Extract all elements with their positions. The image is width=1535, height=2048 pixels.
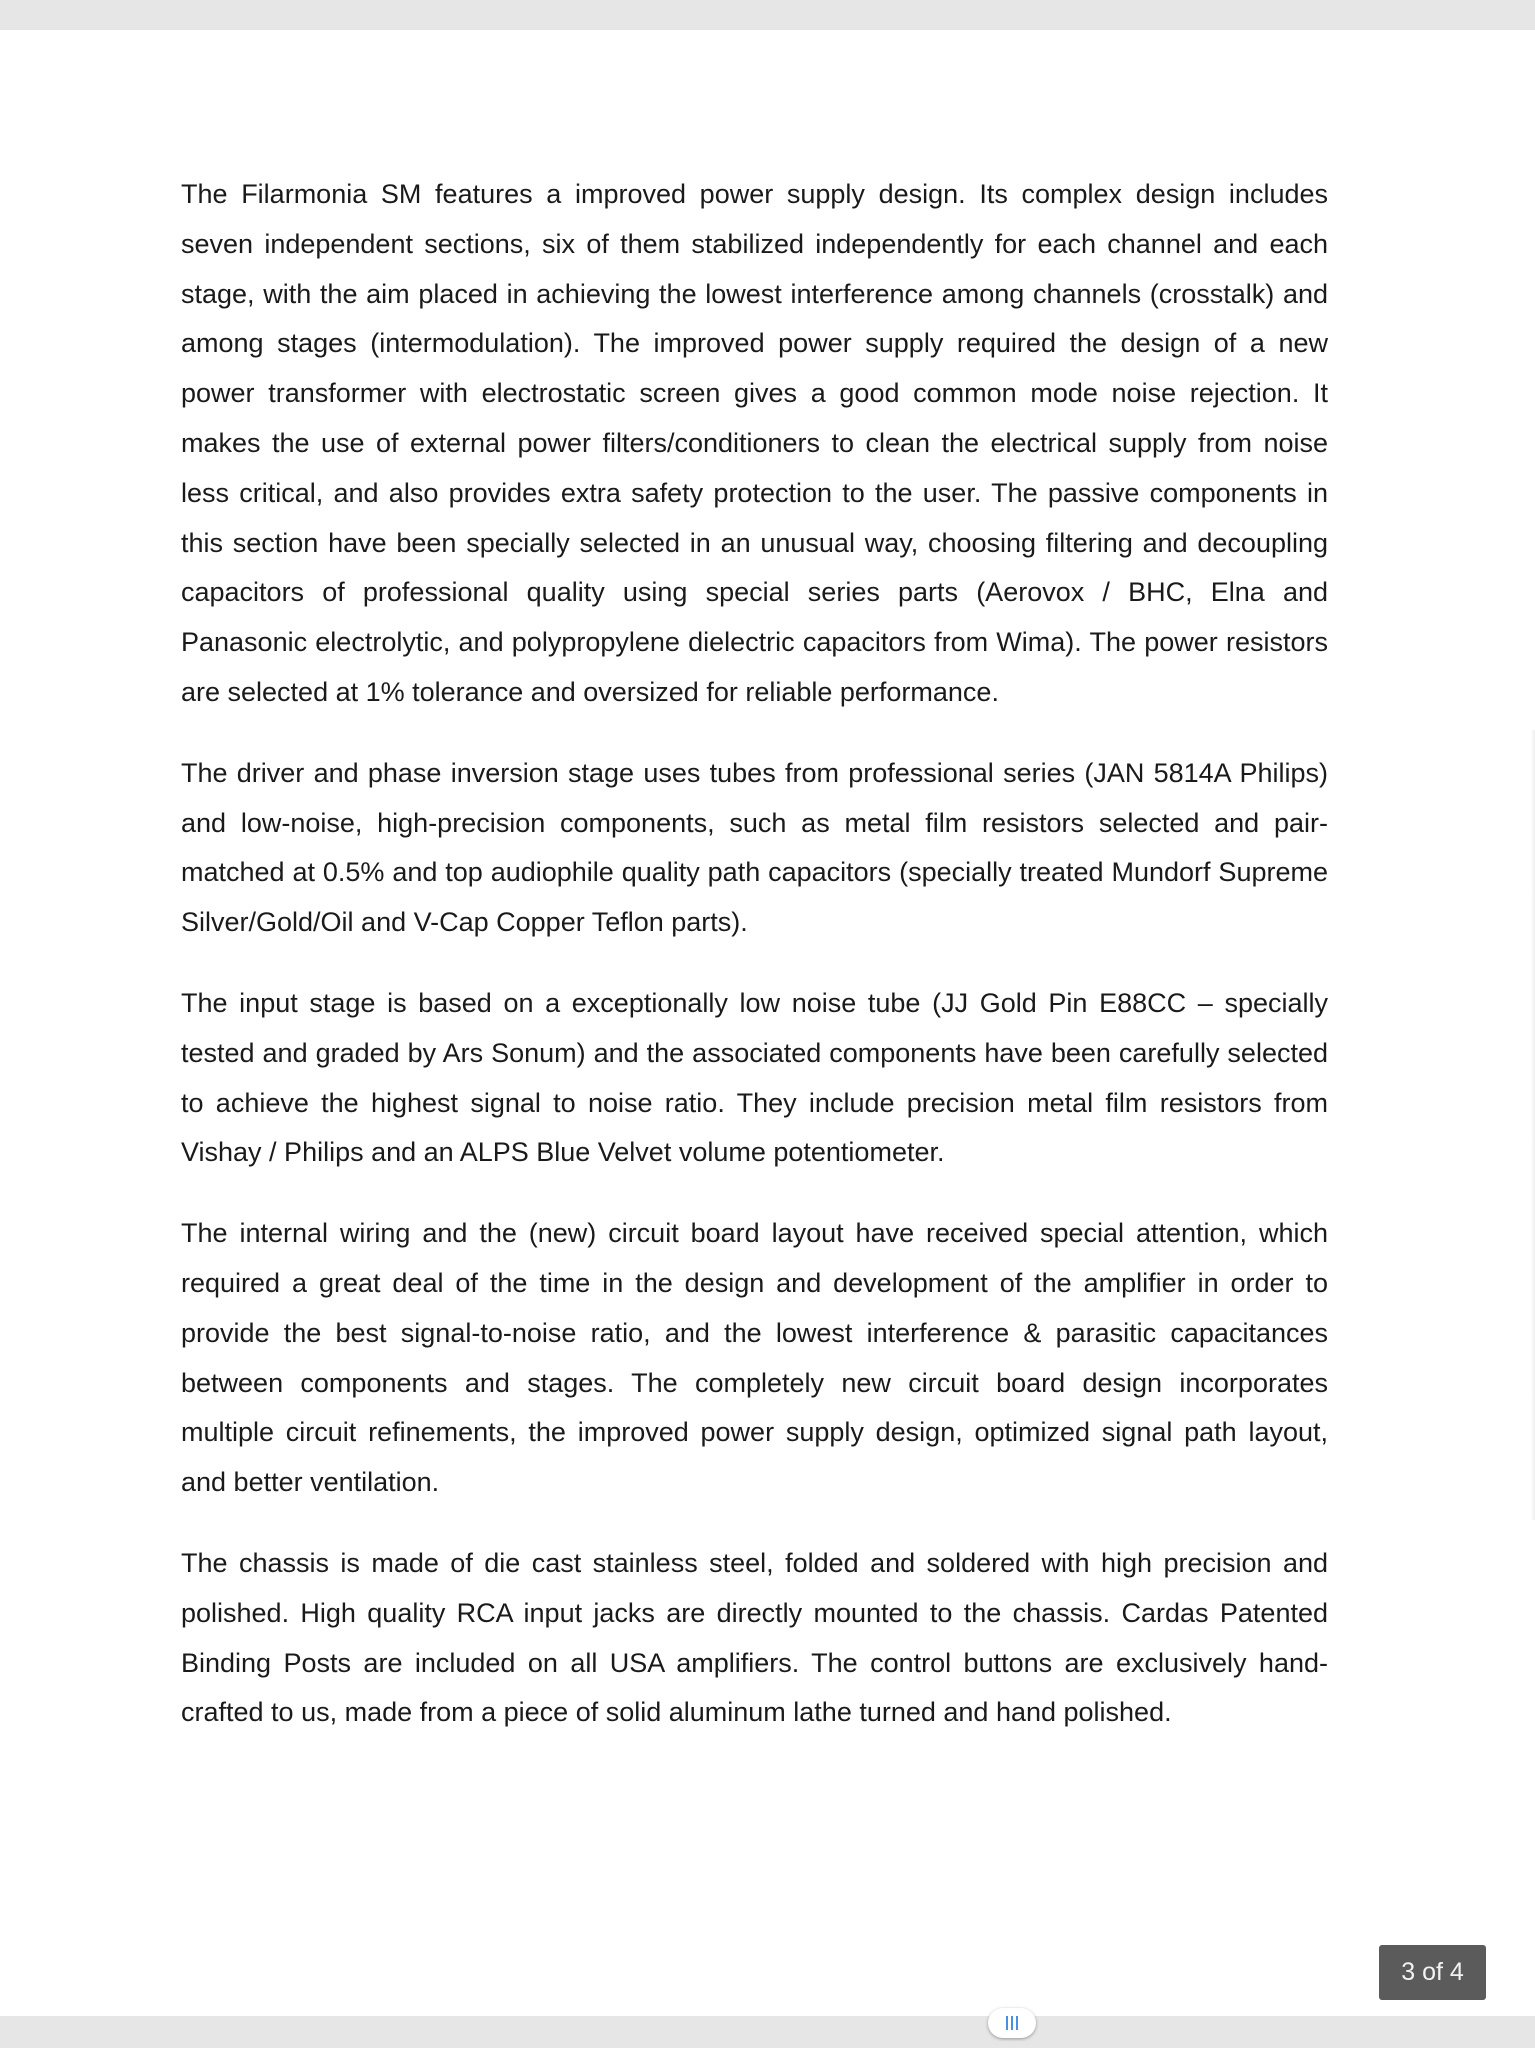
paragraph-chassis: The chassis is made of die cast stainless steel, folded and soldered with high precision and polished. High quality RCA input jacks are directly mounted to the chassis. Cardas Patented Binding Posts are included on all USA amplifiers. The control buttons are exclusively hand-crafted to us, made from a piece of solid aluminum lathe turned and hand polished. [181,1547,1328,1728]
page-edge-shadow [1531,730,1535,1520]
grip-lines-icon [1016,2016,1018,2030]
page-number-indicator: 3 of 4 [1379,1945,1486,2000]
scroll-handle[interactable] [988,2008,1036,2038]
paragraph-power-supply: The Filarmonia SM features a improved power supply design. Its complex design includes seven independent sections, six of them stabilized independently for each channel and each stage, with the aim placed in achieving the lowest interference among channels (crosstalk) and among stages (intermodulation). The improved power supply required the design of a new power transformer with electrostatic screen gives a good common mode noise rejection. It makes the use of external power filters/conditioners to clean the electrical supply from noise less critical, and also provides extra safety protection to the user. The passive components in this section have been specially selected in an unusual way, choosing filtering and decoupling capacitors of professional quality using special series parts (Aerovox / BHC, Elna and Panasonic electrolytic, and polypropylene dielectric capacitors from Wima). The power resistors are selected at 1% tolerance and oversized for reliable performance. [181,179,1328,707]
paragraph-driver-stage: The driver and phase inversion stage uses tubes from professional series (JAN 5814A Philips) and low-noise, high-precision components, such as metal film resistors selected and pair-matched at 0.5% and top audiophile quality path capacitors (specially treated Mundorf Supreme Silver/Gold/Oil and V-Cap Copper Teflon parts). [181,757,1328,938]
paragraph-input-stage: The input stage is based on a exceptionally low noise tube (JJ Gold Pin E88CC – specially tested and graded by Ars Sonum) and the associated components have been carefully selected to achieve the highest signal to noise ratio. They include precision metal film resistors from Vishay / Philips and an ALPS Blue Velvet volume potentiometer. [181,987,1328,1168]
grip-lines-icon [1006,2016,1008,2030]
bottom-scroll-track[interactable] [0,2016,1535,2048]
document-page [0,30,1535,2016]
paragraph-internal-wiring: The internal wiring and the (new) circuit board layout have received special attention, which required a great deal of the time in the design and development of the amplifier in order to provide the best signal-to-noise ratio, and the lowest interference & parasitic capacitances between components and stages. The completely new circuit board design incorporates multiple circuit refinements, the improved power supply design, optimized signal path layout, and better ventilation. [181,1218,1328,1498]
grip-lines-icon [1011,2016,1013,2030]
page-content [181,170,1328,1769]
